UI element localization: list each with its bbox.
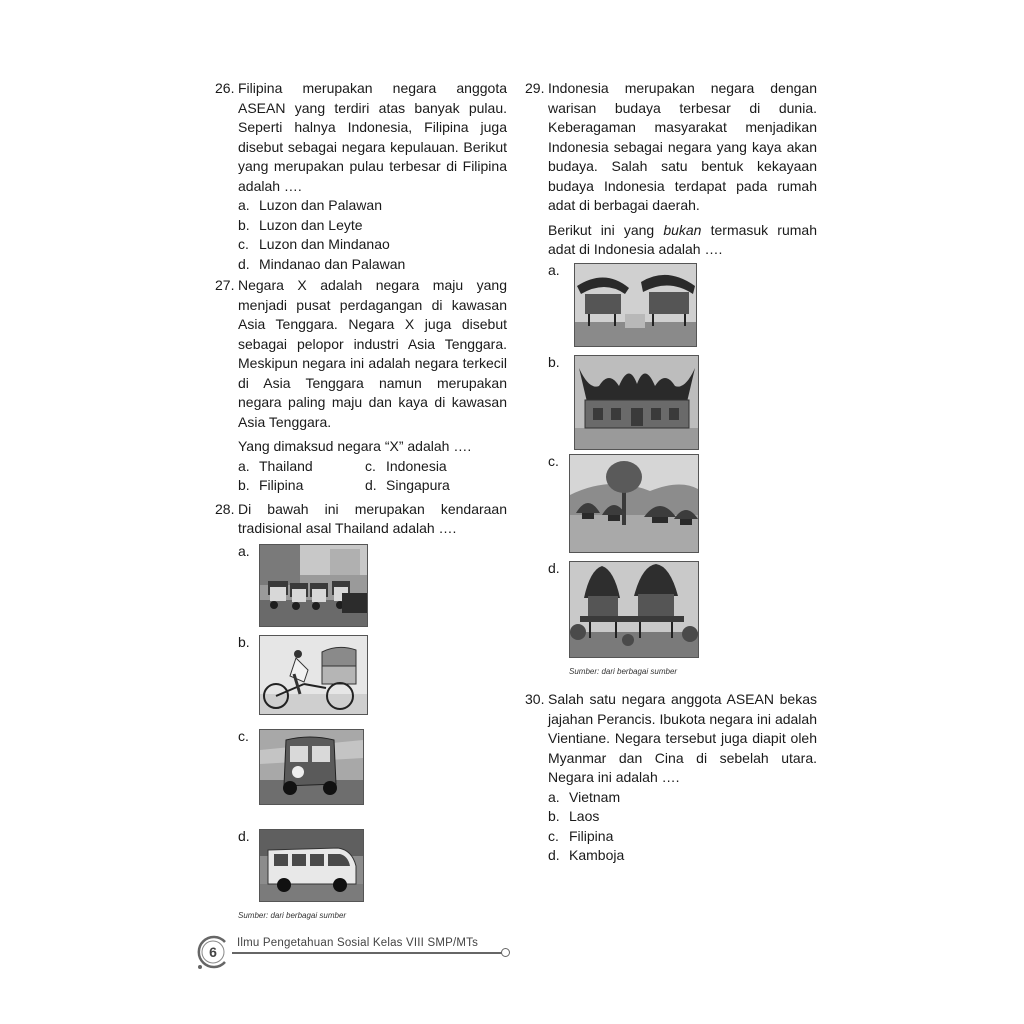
option-text: Vietnam (569, 788, 621, 805)
right-column (525, 79, 817, 866)
option-a[interactable] (238, 457, 365, 477)
footer-divider (232, 952, 503, 954)
option-c[interactable] (548, 827, 817, 847)
footer-end-dot (501, 948, 510, 957)
option-text: Kamboja (569, 847, 625, 863)
option-text: Filipina (569, 827, 614, 844)
option-b[interactable] (238, 635, 507, 715)
option-text: Thailand (259, 457, 313, 474)
option-b[interactable] (548, 807, 817, 827)
option-text: Luzon dan Palawan (259, 197, 382, 213)
option-letter: b. (238, 633, 250, 650)
tongkonan-house-photo (574, 263, 697, 347)
option-letter: c. (548, 452, 559, 469)
option-letter: a. (238, 542, 250, 559)
thai-house-photo (569, 561, 699, 658)
option-c[interactable] (548, 454, 817, 553)
option-c[interactable] (365, 457, 505, 477)
question-text: Indonesia merupakan negara dengan warisan budaya terbesar di dunia. Keberagaman masyarakat menjadikan Indonesia sebagai negara yang kaya akan budaya. Salah satu bentuk kekayaan budaya Indonesia terdapat pada rumah adat di berbagai daerah. (548, 80, 817, 213)
option-a[interactable] (548, 788, 817, 808)
option-letter: c. (238, 727, 249, 744)
question-prompt: Yang dimaksud negara “X” adalah …. (238, 438, 472, 454)
option-letter: b. (238, 477, 250, 493)
option-letter: c. (548, 827, 559, 844)
question-text: Salah satu negara anggota ASEAN bekas jajahan Perancis. Ibukota negara ini adalah Vientiane. Negara tersebut juga diapit oleh Myanmar dan Cina di sebelah utara. Negara ini adalah …. (548, 691, 817, 785)
option-letter: a. (548, 788, 560, 805)
option-letter: a. (238, 457, 250, 474)
question-text: Negara X adalah negara maju yang menjadi pusat perdagangan di kawasan Asia Tenggara. Negara X juga disebut sebagai pelopor industri Asia Tenggara. Meskipun negara ini adalah negara terkecil di Asia Tenggara namun merupakan negara paling maju dan kaya di kawasan Asia Tenggara. (238, 277, 507, 430)
option-text: Mindanao dan Palawan (259, 255, 406, 272)
question-27 (215, 276, 507, 496)
becak-rickshaw-photo (259, 635, 368, 715)
question-prompt (548, 221, 817, 260)
options-grid (238, 457, 507, 496)
option-b[interactable] (238, 476, 365, 496)
prompt-start: Berikut ini yang (548, 221, 664, 238)
question-text: Di bawah ini merupakan kendaraan tradisional asal Thailand adalah …. (238, 500, 507, 536)
option-d[interactable] (548, 561, 817, 658)
option-d[interactable] (238, 255, 507, 275)
option-a[interactable] (238, 196, 507, 216)
option-letter: b. (548, 353, 560, 370)
option-a[interactable] (238, 544, 507, 627)
question-text: Filipina merupakan negara anggota ASEAN yang terdiri atas banyak pulau. Seperti halnya Indonesia, Filipina juga disebut sebagai negara kepulauan. Berikut yang merupakan pulau terbesar di Filipina adalah …. (238, 80, 507, 194)
option-letter: b. (548, 808, 560, 824)
prompt-end: termasuk rumah adat di Indonesia adalah …. (548, 221, 817, 257)
option-text: Laos (569, 808, 600, 824)
question-number: 26. (215, 80, 235, 96)
option-text: Filipina (259, 477, 304, 493)
image-source-note: Sumber: dari berbagai sumber (569, 666, 678, 676)
prompt-emphasis: bukan (663, 221, 702, 238)
option-b[interactable] (548, 355, 817, 450)
option-c[interactable] (238, 729, 507, 805)
option-letter: b. (238, 216, 250, 233)
question-number: 30. (525, 691, 545, 707)
image-source-note: Sumber: dari berbagai sumber (238, 910, 347, 920)
question-number: 27. (215, 277, 235, 293)
option-c[interactable] (238, 235, 507, 255)
question-28 (215, 500, 507, 926)
option-letter: d. (365, 477, 377, 493)
option-d[interactable] (548, 846, 817, 866)
option-letter: d. (238, 255, 250, 272)
question-number: 28. (215, 500, 235, 517)
option-d[interactable] (365, 476, 505, 496)
option-a[interactable] (548, 263, 817, 347)
option-d[interactable] (238, 829, 507, 902)
option-text: Luzon dan Leyte (259, 216, 363, 233)
option-b[interactable] (238, 216, 507, 236)
rumah-gadang-photo (574, 355, 699, 450)
option-letter: d. (548, 847, 560, 863)
bajaj-photo (259, 729, 364, 805)
option-text: Indonesia (386, 457, 447, 474)
minibus-photo (259, 829, 364, 902)
left-column (215, 79, 507, 925)
question-29 (525, 79, 817, 681)
option-letter: a. (238, 197, 250, 213)
book-title: Ilmu Pengetahuan Sosial Kelas VIII SMP/MTs (237, 937, 479, 949)
option-text: Luzon dan Mindanao (259, 236, 390, 252)
question-number: 29. (525, 80, 545, 96)
option-text: Singapura (386, 477, 450, 493)
page-number: 6 (209, 944, 217, 960)
tuk-tuk-row-photo (259, 544, 368, 627)
option-letter: c. (238, 236, 249, 252)
honai-huts-photo (569, 454, 699, 553)
option-letter: a. (548, 261, 560, 278)
page-number-badge (195, 934, 231, 970)
option-letter: c. (365, 457, 376, 474)
question-26 (215, 79, 507, 274)
option-letter: d. (548, 559, 560, 576)
question-30 (525, 690, 817, 866)
option-letter: d. (238, 827, 250, 844)
